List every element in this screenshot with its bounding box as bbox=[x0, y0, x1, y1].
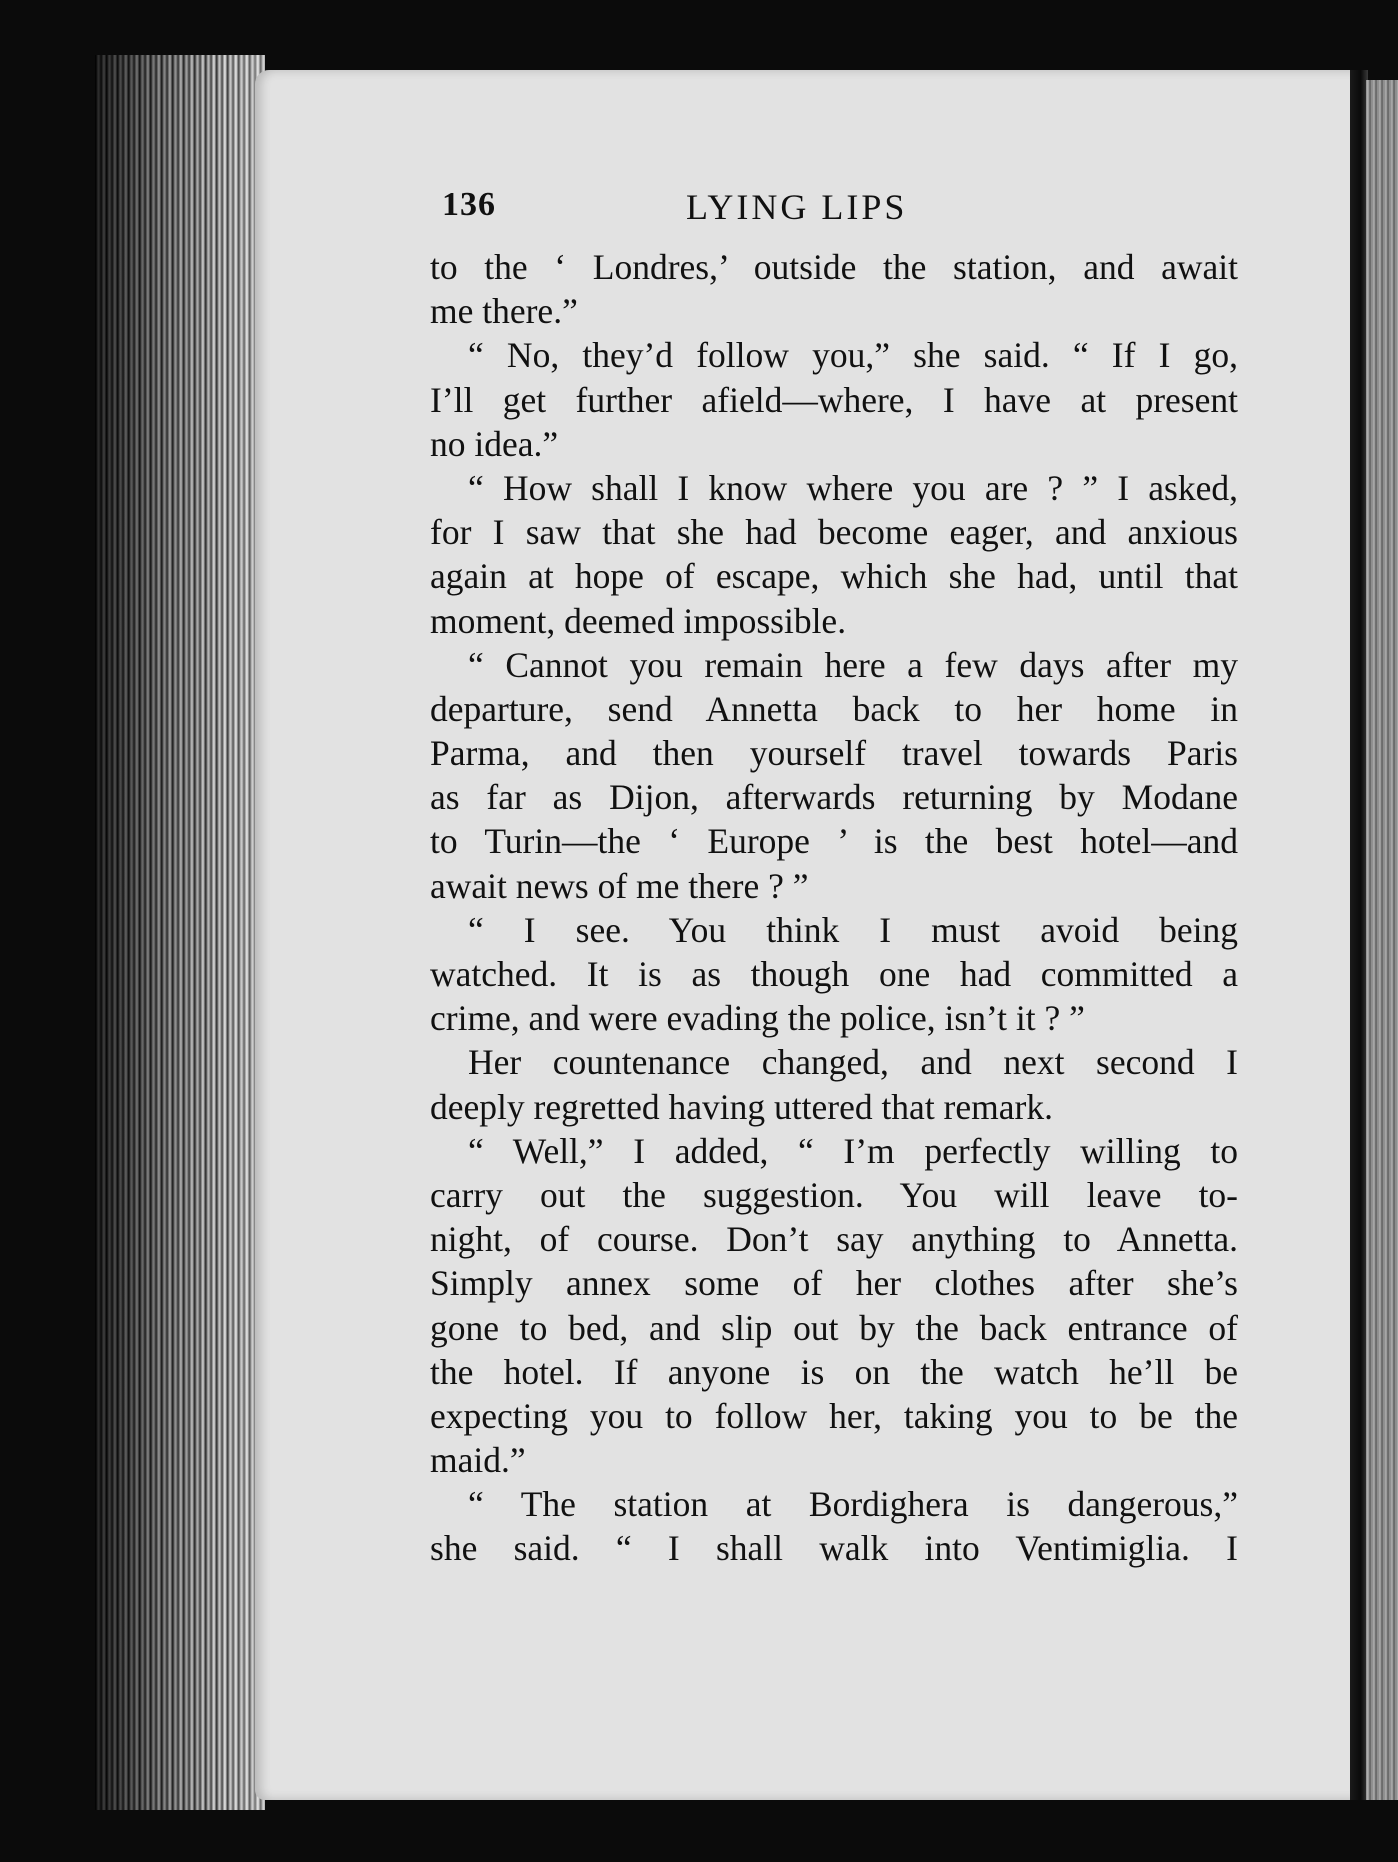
text-line: carry out the suggestion. You will leave to- bbox=[430, 1174, 1238, 1215]
text-line: Simply annex some of her clothes after she’s bbox=[430, 1263, 1238, 1304]
text-line: await news of me there ? ” bbox=[430, 865, 809, 906]
text-line: the hotel. If anyone is on the watch he’ll be bbox=[430, 1351, 1238, 1392]
text-line: “ No, they’d follow you,” she said. “ If I go, bbox=[468, 335, 1238, 376]
text-line: “ How shall I know where you are ? ” I asked, bbox=[468, 467, 1238, 508]
text-line: no idea.” bbox=[430, 423, 559, 464]
facing-page-edge bbox=[1366, 80, 1398, 1800]
body-text bbox=[430, 245, 1238, 1571]
text-line: night, of course. Don’t say anything to Annetta. bbox=[430, 1219, 1238, 1260]
text-line: as far as Dijon, afterwards returning by Modane bbox=[430, 777, 1238, 818]
running-head-title: LYING LIPS bbox=[686, 187, 908, 227]
text-line: moment, deemed impossible. bbox=[430, 600, 847, 641]
text-line: to Turin—the ‘ Europe ’ is the best hotel—and bbox=[430, 821, 1238, 862]
text-line: for I saw that she had become eager, and anxious bbox=[430, 512, 1238, 553]
text-line: watched. It is as though one had committed a bbox=[430, 954, 1238, 994]
text-line: I’ll get further afield—where, I have at present bbox=[430, 379, 1238, 420]
text-line: Parma, and then yourself travel towards Paris bbox=[430, 733, 1238, 774]
text-line: “ Well,” I added, “ I’m perfectly willing to bbox=[468, 1130, 1238, 1171]
text-line: crime, and were evading the police, isn’t it ? ” bbox=[430, 998, 1085, 1039]
text-line: gone to bed, and slip out by the back entrance of bbox=[430, 1307, 1238, 1348]
text-line: me there.” bbox=[430, 291, 578, 332]
text-line: to the ‘ Londres,’ outside the station, and await bbox=[430, 247, 1238, 287]
text-line: Her countenance changed, and next second I bbox=[468, 1042, 1238, 1083]
text-line: again at hope of escape, which she had, until that bbox=[430, 556, 1238, 597]
text-line: expecting you to follow her, taking you to be the bbox=[430, 1395, 1238, 1436]
text-line: departure, send Annetta back to her home in bbox=[430, 688, 1238, 729]
text-line: maid.” bbox=[430, 1440, 526, 1481]
page-header bbox=[442, 186, 962, 238]
page-number: 136 bbox=[442, 186, 496, 223]
text-line: “ I see. You think I must avoid being bbox=[468, 909, 1238, 950]
text-line: “ The station at Bordighera is dangerous,” bbox=[468, 1484, 1238, 1525]
text-line: “ Cannot you remain here a few days after my bbox=[468, 644, 1238, 685]
page-edge-stack bbox=[95, 55, 265, 1810]
text-line: she said. “ I shall walk into Ventimiglia. I bbox=[430, 1528, 1238, 1569]
text-line: deeply regretted having uttered that remark. bbox=[430, 1086, 1053, 1127]
